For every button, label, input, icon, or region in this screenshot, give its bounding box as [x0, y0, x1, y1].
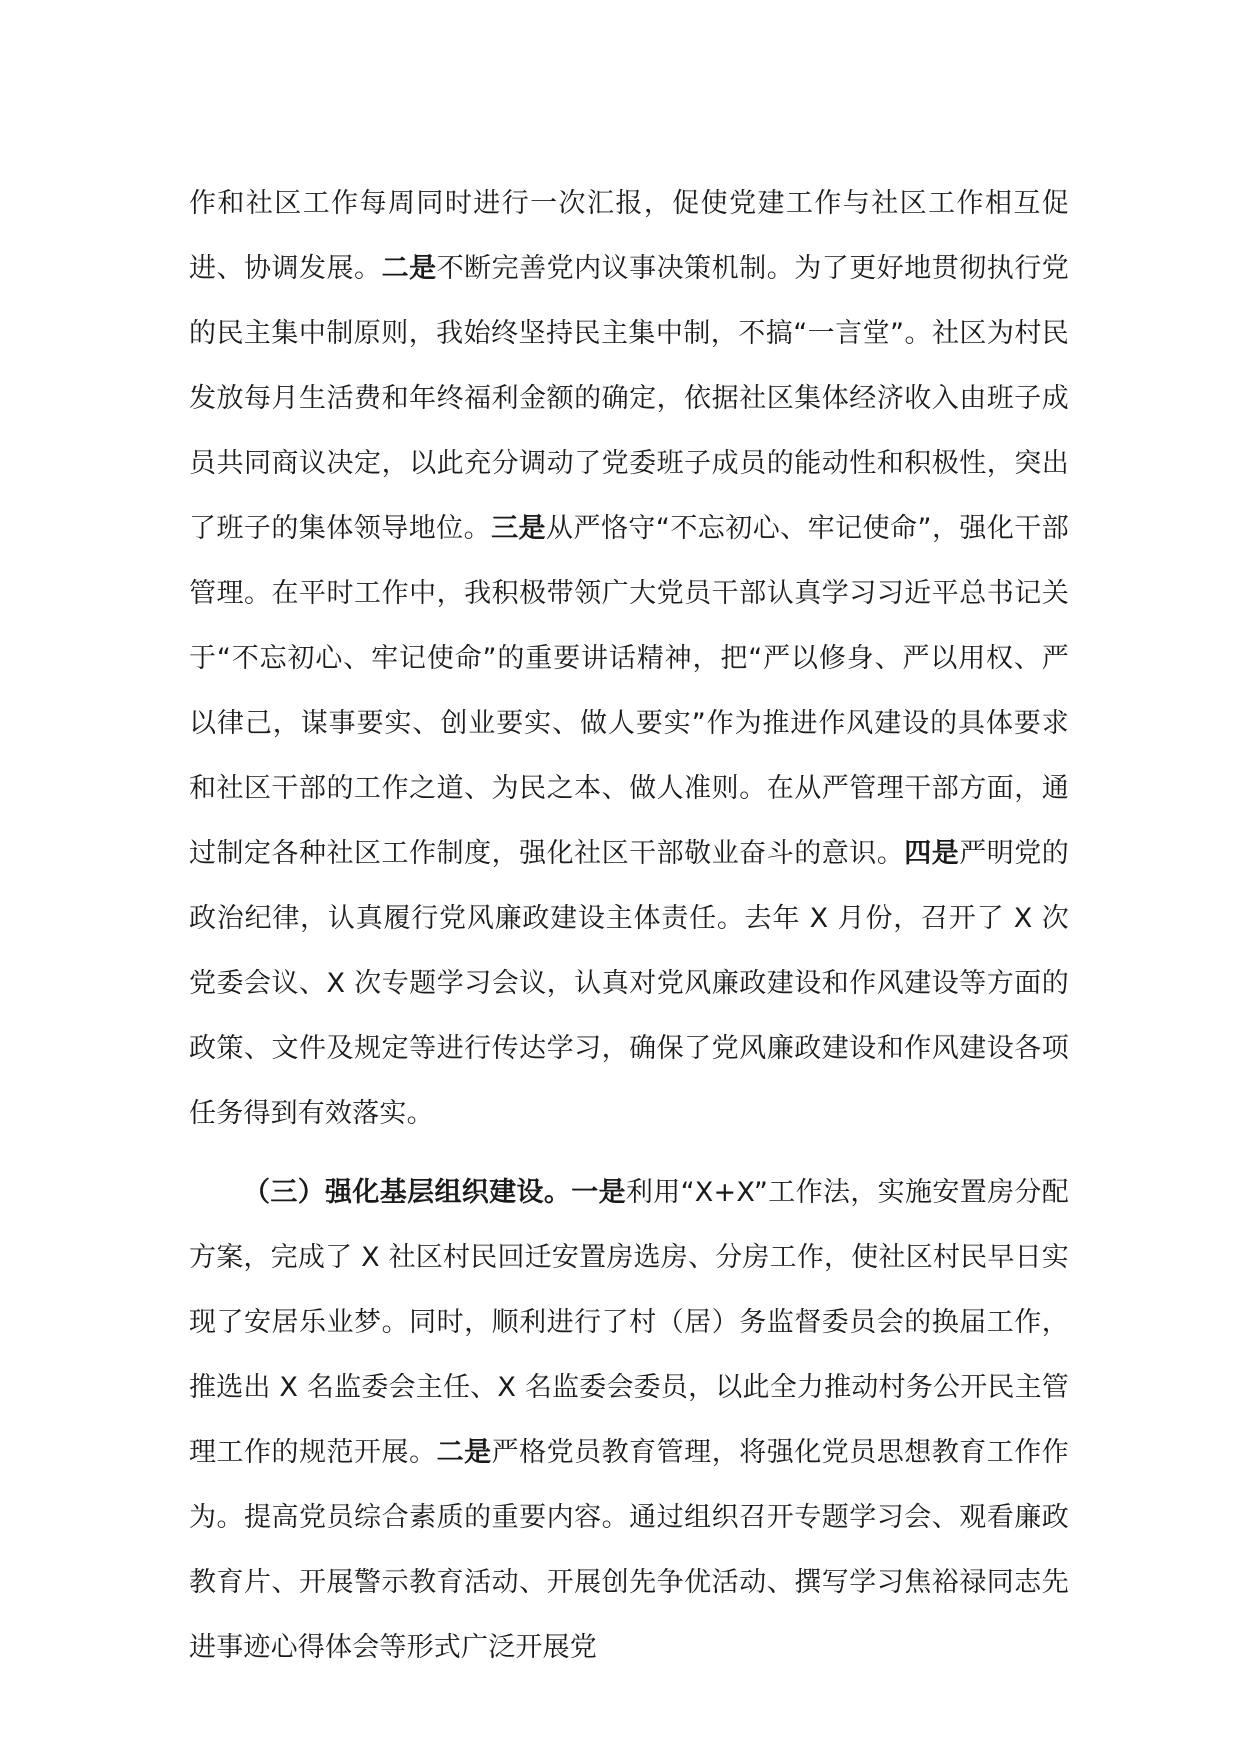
- point-label-two: 二是: [381, 253, 437, 284]
- paragraph-text: 严明党的政治纪律，认真履行党风廉政建设主体责任。去年 X 月份，召开了 X 次党委会议、X 次专题学习会议，认真对党风廉政建设和作风建设等方面的政策、文件及规定等进行传达学习，确保了党风廉政建设和作风建设各项任务得到有效落实。: [189, 838, 1069, 1129]
- section-heading-three: （三）强化基层组织建设。一是: [243, 1177, 626, 1208]
- paragraph-text: 严格党员教育管理，将强化党员思想教育工作作为。提高党员综合素质的重要内容。通过组织召开专题学习会、观看廉政教育片、开展警示教育活动、开展创先争优活动、撰写学习焦裕禄同志先进事迹心得体会等形式广泛开展党: [189, 1437, 1070, 1663]
- point-label-three: 三是: [491, 513, 547, 544]
- paragraph-text: 不断完善党内议事决策机制。为了更好地贯彻执行党的民主集中制原则，我始终坚持民主集中制，不搞“一言堂”。社区为村民发放每月生活费和年终福利金额的确定，依据社区集体经济收入由班子成员共同商议决定，以此充分调动了党委班子成员的能动性和积极性，突出了班子的集体领导地位。: [189, 253, 1069, 544]
- point-label-four: 四是: [904, 838, 960, 869]
- point-label-two: 二是: [436, 1437, 492, 1468]
- paragraph-text: 从严恪守“不忘初心、牢记使命”，强化干部管理。在平时工作中，我积极带领广大党员干部认真学习习近平总书记关于“不忘初心、牢记使命”的重要讲话精神，把“严以修身、严以用权、严以律己，谋事要实、创业要实、做人要实”作为推进作风建设的具体要求和社区干部的工作之道、为民之本、做人准则。在从严管理干部方面，通过制定各种社区工作制度，强化社区干部敬业奋斗的意识。: [189, 513, 1069, 869]
- paragraph-text: 作和社区工作每周同时进行一次汇报，促使党建工作与社区工作相互促进、协调发展。: [189, 188, 1069, 284]
- document-page: [189, 171, 1069, 1680]
- paragraph-grassroots-organization: [189, 1160, 1069, 1680]
- paragraph-party-building: [189, 171, 1069, 1146]
- paragraph-text: 利用“X+X”工作法，实施安置房分配方案，完成了 X 社区村民回迁安置房选房、分房工作，使社区村民早日实现了安居乐业梦。同时，顺利进行了村（居）务监督委员会的换届工作，推选出 X 名监委会主任、X 名监委会委员，以此全力推动村务公开民主管理工作的规范开展。: [189, 1177, 1069, 1468]
